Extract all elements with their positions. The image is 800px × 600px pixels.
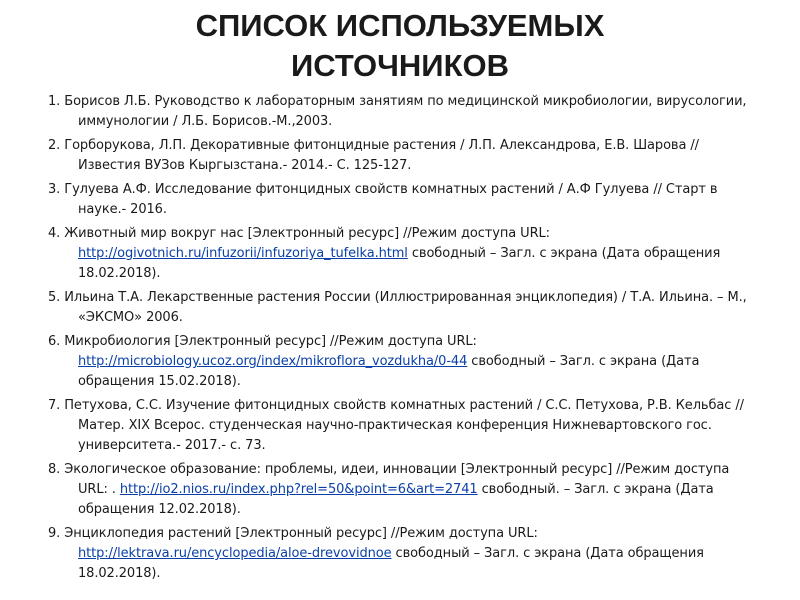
list-item [48, 332, 758, 392]
source-number: 2. [48, 138, 65, 153]
source-number: 5. [48, 290, 65, 305]
source-number: 1. [48, 94, 65, 109]
title-line-1: СПИСОК ИСПОЛЬЗУЕМЫХ [195, 8, 605, 43]
source-text-after: свободный – Загл. с экрана (Дата обращения 18.02.2018). [78, 246, 721, 281]
source-text-after: свободный. – Загл. с экрана (Дата обращения 12.02.2018). [78, 482, 714, 517]
source-link[interactable]: http://io2.nios.ru/index.php?rel=50&point=6&art=2741 [119, 482, 478, 497]
source-text: Петухова, С.С. Изучение фитонцидных свойств комнатных растений / С.С. Петухова, Р.В. Кельбас // Матер. XIX Всерос. студенческая научно-практическая конференция Нижневартовского гос. университета.- 2017.- с. 73. [64, 398, 744, 453]
source-text: Гулуева А.Ф. Исследование фитонцидных свойств комнатных растений / А.Ф Гулуева // Старт в науке.- 2016. [64, 182, 718, 217]
list-item [48, 460, 758, 520]
source-number: 6. [48, 334, 65, 349]
source-text: Ильина Т.А. Лекарственные растения России (Иллюстрированная энциклопедия) / Т.А. Ильина. – М., «ЭКСМО» 2006. [64, 290, 747, 325]
list-item [48, 136, 758, 176]
source-text: Энциклопедия растений [Электронный ресурс] //Режим доступа URL: [64, 526, 538, 541]
source-text: Горборукова, Л.П. Декоративные фитонцидные растения / Л.П. Александрова, Е.В. Шарова // Известия ВУЗов Кыргызстана.- 2014.- С. 125-127. [64, 138, 699, 173]
list-item [48, 288, 758, 328]
source-text: Животный мир вокруг нас [Электронный ресурс] //Режим доступа URL: [64, 226, 550, 241]
source-link[interactable]: http://microbiology.ucoz.org/index/mikroflora_vozdukha/0-44 [78, 354, 468, 369]
page-title [0, 6, 800, 86]
list-item [48, 180, 758, 220]
source-text-after: свободный – Загл. с экрана (Дата обращения 15.02.2018). [78, 354, 700, 389]
source-text: Борисов Л.Б. Руководство к лабораторным занятиям по медицинской микробиологии, вирусологии, иммунологии / Л.Б. Борисов.-М.,2003. [64, 94, 747, 129]
source-number: 4. [48, 226, 65, 241]
source-number: 8. [48, 462, 65, 477]
source-link[interactable]: http://ogivotnich.ru/infuzorii/infuzoriya_tufelka.html [78, 246, 408, 261]
list-item [48, 224, 758, 284]
source-number: 7. [48, 398, 65, 413]
source-number: 3. [48, 182, 65, 197]
source-text: Микробиология [Электронный ресурс] //Режим доступа URL: [64, 334, 477, 349]
list-item [48, 396, 758, 456]
source-number: 9. [48, 526, 65, 541]
list-item [48, 92, 758, 132]
source-text-after: свободный – Загл. с экрана (Дата обращения 18.02.2018). [78, 546, 704, 581]
list-item [48, 524, 758, 584]
source-text: Экологическое образование: проблемы, идеи, инновации [Электронный ресурс] //Режим доступа URL: . [64, 462, 730, 497]
title-line-2: ИСТОЧНИКОВ [290, 48, 510, 83]
sources-list [48, 92, 758, 588]
source-link[interactable]: http://lektrava.ru/encyclopedia/aloe-drevovidnoe [78, 546, 392, 561]
